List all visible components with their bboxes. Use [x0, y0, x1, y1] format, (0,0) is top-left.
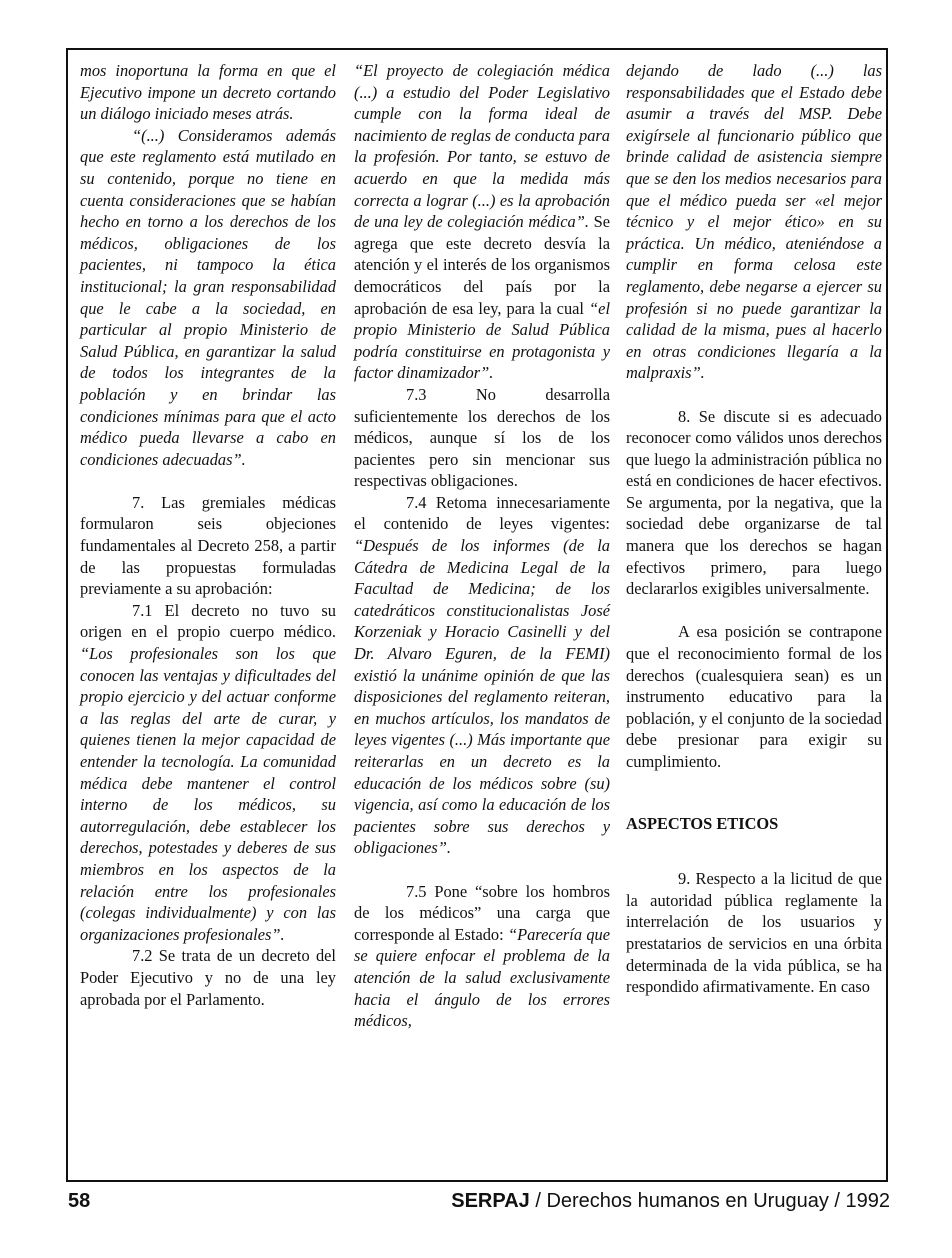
paragraph: 9. Respecto a la licitud de que la autoridad pública reglamente la interrelación de los usuarios y prestatarios de servicios en una órbita determinada de la vida pública, se ha respondido afirmativamente. En caso: [626, 869, 882, 997]
page-footer: [68, 1190, 890, 1220]
paragraph: 7.2 Se trata de un decreto del Poder Ejecutivo y no de una ley aprobada por el Parlamento.: [80, 946, 336, 1009]
paragraph: “(...) Consideramos además que este reglamento está mutilado en su contenido, porque no tiene en cuenta consideraciones que se habían hecho en torno a los derechos de los médicos, obligaciones de los pacientes, ni tampoco la ética institucional; la gran responsabilidad que le cabe a la sociedad, en particular al propio Ministerio de Salud Pública, en garantizar la salud de todos los integrantes de la población y en brindar las condiciones mínimas para que el acto médico pueda llevarse a cabo en condiciones adecuadas”.: [80, 125, 336, 469]
paragraph: 7.3 No desarrolla suficientemente los derechos de los médicos, aunque sí los de los pacientes pero sin mencionar sus respectivas obligaciones.: [354, 384, 610, 491]
paragraph: A esa posición se contrapone que el reconocimiento formal de los derechos (cualesquiera sean) es un instrumento educativo para la población, y el conjunto de la sociedad debe presionar para exigir su cumplimiento.: [626, 622, 882, 771]
paragraph: 7. Las gremiales médicas formularon seis objeciones fundamentales al Decreto 258, a partir de las propuestas formuladas previamente a su aprobación:: [80, 492, 336, 599]
paragraph: 7.5 Pone “sobre los hombros de los médicos” una carga que corresponde al Estado: “Parecería que se quiere enfocar el problema de la atención de la salud exclusivamente hacia el ángulo de los errores médicos,: [354, 881, 610, 1031]
paragraph: dejando de lado (...) las responsabilidades que el Estado debe asumir a través del MSP. Debe exigírsele al funcionario público que brinde calidad de asistencia siempre que se den los medios necesarios para que el médico pueda ser «el mejor técnico y el mejor ético» en su práctica. Un médico, ateniéndose a cumplir en forma celosa este reglamento, debe negarse a ejercer su profesión si no puede garantizar la calidad de la misma, pues al hacerlo en otras condiciones llegaría a la malpraxis”.: [626, 61, 882, 383]
text-column-2: [354, 60, 610, 1032]
publisher-name: SERPAJ: [451, 1190, 530, 1212]
paragraph: “El proyecto de colegiación médica (...) a estudio del Poder Legislativo cumple con la forma ideal de nacimiento de reglas de conducta para la profesión. Por tanto, se estuvo de acuerdo en que la medida más correcta a lograr (...) es la aprobación de una ley de colegiación médica”. Se agrega que este decreto desvía la atención y el interés de los organismos democráticos del país por la aprobación de esa ley, para la cual “el propio Ministerio de Salud Pública podría constituirse en protagonista y factor dinamizador”.: [354, 61, 610, 383]
running-title: [451, 1190, 890, 1213]
paragraph: 8. Se discute si es adecuado reconocer como válidos unos derechos que luego la administración pública no está en condiciones de hacer efectivos. Se argumenta, por la negativa, que la sociedad debe organizarse de tal manera que los derechos se hagan efectivos primero, para luego declararlos exigibles universalmente.: [626, 406, 882, 599]
section-heading: ASPECTOS ETICOS: [626, 813, 779, 833]
text-column-1: [80, 60, 336, 1010]
page-number: 58: [68, 1190, 91, 1212]
paragraph: 7.4 Retoma innecesariamente el contenido de leyes vigentes: “Después de los informes (de la Cátedra de Medicina Legal de la Facultad de Medicina; de los catedráticos constitucionalistas José Korzeniak y Horacio Casinelli y del Dr. Alvaro Eguren, de la FEMI) existió la unánime opinión de que las disposiciones del reglamento reiteran, en muchos artículos, los mandatos de leyes vigentes (...) Más importante que reiterarlas en un decreto es la educación de los médicos sobre (su) vigencia, así como la educación de los pacientes sobre sus derechos y obligaciones”.: [354, 492, 610, 858]
text-column-3: [626, 60, 882, 998]
paragraph: 7.1 El decreto no tuvo su origen en el propio cuerpo médico. “Los profesionales son los que conocen las ventajas y dificultades del propio ejercicio y del actuar conforme a las reglas del arte de curar, y quienes tienen la mejor capacidad de entender la tecnología. La comunidad médica debe mantener el control interno de los médicos, su autorregulación, debe establecer los derechos, potestades y deberes de sus miembros en los aspectos de la relación entre los profesionales (colegas individualmente) y con las organizaciones profesionales”.: [80, 600, 336, 944]
publication-title: / Derechos humanos en Uruguay / 1992: [529, 1190, 890, 1212]
paragraph: mos inoportuna la forma en que el Ejecutivo impone un decreto cortando un diálogo iniciado meses atrás.: [80, 61, 336, 124]
